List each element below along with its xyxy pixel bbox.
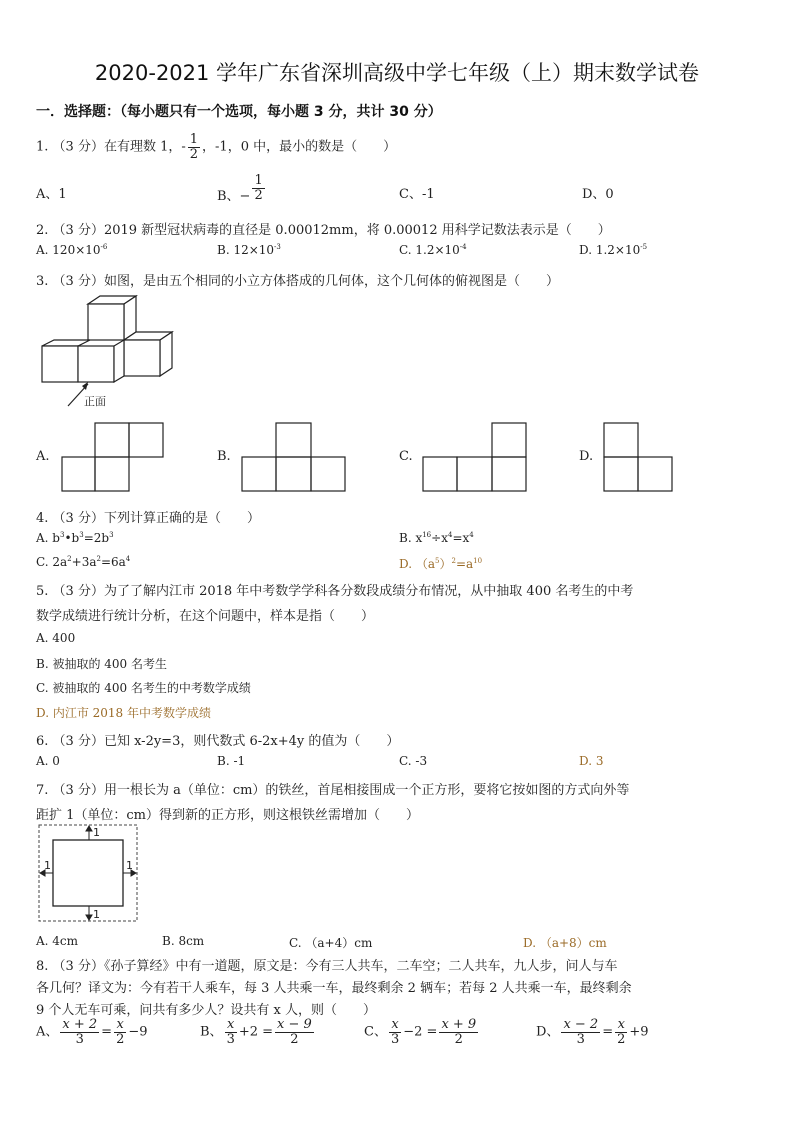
q3-option-c-label[interactable]: C. [399,449,413,464]
question-6-stem: 6. （3 分）已知 x-2y=3，则代数式 6-2x+4y 的值为（ ） [36,734,400,749]
question-3-stem: 3. （3 分）如图，是由五个相同的小立方体搭成的几何体，这个几何体的俯视图是（ ） [36,274,559,289]
q8-option-c[interactable]: C、 $\frac{x}{3}$ −2 = $\frac{x + 9}{2}$ [364,1017,477,1047]
q3-option-a-label[interactable]: A. [36,449,50,464]
question-2-stem: 2. （3 分）2019 新型冠状病毒的直径是 0.00012mm，将 0.00012 用科学记数法表示是（ ） [36,223,611,238]
question-7-line-2: 距扩 1（单位：cm）得到新的正方形，则这根铁丝需增加（ ） [36,808,420,823]
q7-option-a[interactable]: A. 4cm [36,934,79,948]
q2-option-c[interactable]: C. $1.2\times 10^{-4}$ [399,243,467,257]
question-4-stem: 4. （3 分）下列计算正确的是（ ） [36,511,260,526]
q4-option-d[interactable]: D. $(a^5)^2=a^{10}$ [399,557,483,571]
section-heading: 一．选择题：（每小题只有一个选项，每小题 3 分，共计 30 分） [36,104,442,120]
svg-text:1: 1 [93,826,100,839]
q5-option-c[interactable]: C. 被抽取的 400 名考生的中考数学成绩 [36,681,251,695]
q6-option-c[interactable]: C. -3 [399,754,428,768]
q5-option-a[interactable]: A. 400 [36,631,76,645]
page-title: 2020-2021 学年广东省深圳高级中学七年级（上）期末数学试卷 [94,61,700,85]
q8-option-b[interactable]: B、 $\frac{x}{3}$ +2 = $\frac{x - 9}{2}$ [200,1017,312,1047]
q3-option-b-label[interactable]: B. [217,449,231,464]
question-1-stem: 1. （3 分）在有理数 1，- $\frac{1}{2}$ ，-1，0 中，最小的数是（ ） [36,132,397,162]
q1-option-c[interactable]: C、-1 [399,187,435,202]
expanded-square-figure [38,824,140,924]
q7-option-d[interactable]: D. （a+8）cm [523,936,607,950]
question-8-line-3: 9 个人无车可乘，问共有多少人？设共有 x 人，则（ ） [36,1003,376,1018]
q4-option-b[interactable]: B. $x^{16}\div x^4=x^4$ [399,531,474,545]
q6-option-b[interactable]: B. -1 [217,754,246,768]
q3-option-a-figure[interactable] [61,422,165,492]
question-5-line-1: 5. （3 分）为了了解内江市 2018 年中考数学学科各分数段成绩分布情况，从中抽取 400 名考生的中考 [36,584,634,599]
q3-option-c-figure[interactable] [422,422,528,492]
q7-option-c[interactable]: C. （a+4）cm [289,936,373,950]
q2-option-b[interactable]: B. $12\times 10^{-3}$ [217,243,281,257]
q8-option-d[interactable]: D、 $\frac{x - 2}{3}$ = $\frac{x}{2}$ +9 [536,1017,649,1047]
svg-text:1: 1 [93,908,100,921]
q6-option-a[interactable]: A. 0 [36,754,60,768]
q1-option-b[interactable]: B、− $\frac{1}{2}$ [217,173,263,204]
svg-text:1: 1 [126,859,133,872]
svg-text:1: 1 [44,859,51,872]
fraction: $\frac{1}{2}$ [189,132,199,162]
q2-option-a[interactable]: A. $120\times 10^{-6}$ [36,243,108,257]
q5-option-d[interactable]: D. 内江市 2018 年中考数学成绩 [36,706,211,720]
q3-option-b-figure[interactable] [241,422,347,492]
question-8-line-2: 各几何？译文为：今有若干人乘车，每 3 人共乘一车，最终剩余 2 辆车；若每 2 人共乘一车，最终剩余 [36,981,632,996]
q5-option-b[interactable]: B. 被抽取的 400 名考生 [36,657,167,671]
q7-option-b[interactable]: B. 8cm [162,934,205,948]
q1-option-d[interactable]: D、0 [582,187,614,202]
q2-option-d[interactable]: D. $1.2\times 10^{-5}$ [579,243,648,257]
q1-option-a[interactable]: A、1 [36,187,67,202]
q8-option-a[interactable]: A、 $\frac{x + 2}{3}$ = $\frac{x}{2}$ −9 [36,1017,148,1047]
q3-option-d-figure[interactable] [603,422,675,492]
q3-option-d-label[interactable]: D. [579,449,594,464]
question-7-line-1: 7. （3 分）用一根长为 a（单位：cm）的铁丝，首尾相接围成一个正方形，要将它按如图的方式向外等 [36,783,630,798]
cube-stack-figure [38,294,178,412]
question-5-line-2: 数学成绩进行统计分析，在这个问题中，样本是指（ ） [36,609,375,624]
q6-option-d[interactable]: D. 3 [579,754,604,768]
front-view-label: 正面 [84,395,106,408]
q4-option-c[interactable]: C. $2a^2+3a^2=6a^4$ [36,555,131,569]
question-8-line-1: 8. （3 分）《孙子算经》中有一道题，原文是：今有三人共车，二车空；二人共车，九人步，问人与车 [36,959,618,974]
q4-option-a[interactable]: A. $b^3•b^3=2b^3$ [36,531,114,545]
